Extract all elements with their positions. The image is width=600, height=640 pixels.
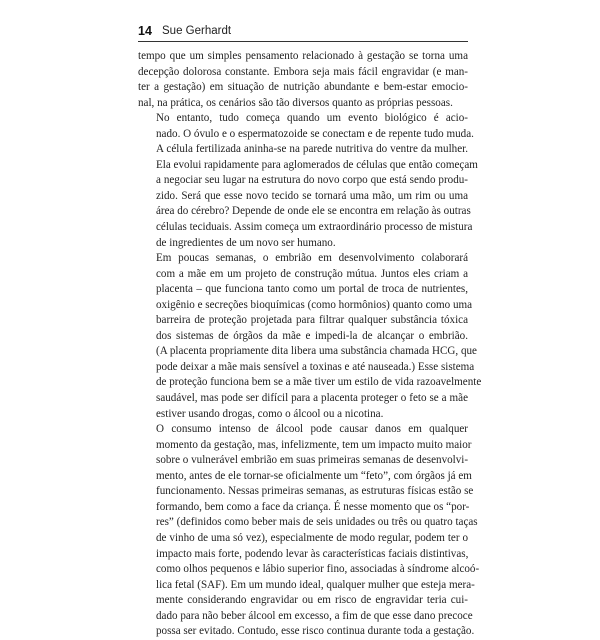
text-line: (A placenta propriamente dita libera uma substância chamada HCG, que [156, 345, 477, 358]
text-line: nado. O óvulo e o espermatozoide se conectam e de repente tudo muda. [156, 127, 474, 140]
text-line: O consumo intenso de álcool pode causar danos em qualquer [156, 423, 468, 436]
text-line: barreira de proteção projetada para filtrar qualquer substância tóxica [156, 314, 468, 327]
text-line: No entanto, tudo começa quando um evento biológico é acio- [156, 112, 468, 125]
text-line: de ingredientes de um novo ser humano. [156, 236, 336, 249]
text-line: de vinho de uma só vez), especialmente de modo regular, podem ter o [156, 531, 468, 544]
text-line: dado para não beber álcool em excesso, a fim de que esse dano precoce [156, 609, 473, 622]
text-line: A célula fertilizada aninha-se na parede nutritiva do ventre da mulher. [156, 143, 468, 156]
paragraph [138, 111, 478, 251]
text-line: decepção dolorosa constante. Embora seja mais fácil engravidar (e man- [138, 65, 468, 78]
page-number: 14 [138, 24, 152, 38]
text-line: saudável, mas pode ser difícil para a placenta proteger o feto se a mãe [156, 392, 468, 405]
text-line: formando, bem como a face da criança. É nesse momento que os “por- [156, 500, 470, 513]
text-line: placenta – que funciona tanto como um portal de troca de nutrientes, [156, 283, 468, 296]
text-line: ter a gestação) em situação de nutrição abundante e bem-estar emocio- [138, 81, 468, 94]
text-line: momento da gestação, mas, infelizmente, tem um impacto muito maior [156, 438, 472, 451]
text-line: como olhos pequenos e lábio superior fino, associadas à síndrome alcoó- [156, 563, 480, 576]
paragraph [138, 422, 480, 640]
paragraph [138, 251, 482, 422]
text-line: mente considerando engravidar ou em risco de engravidar teria cui- [156, 594, 468, 607]
header-rule [138, 41, 468, 42]
text-line: mento, antes de ele tornar-se oficialmente um “feto”, com órgãos já em [156, 469, 472, 482]
text-line: zido. Será que esse novo tecido se tornará uma mão, um rim ou uma [156, 189, 468, 202]
text-line: com a mãe em um projeto de construção mútua. Juntos eles criam a [156, 267, 468, 280]
text-line: pode deixar a mãe mais sensível a toxinas e até nauseada.) Esse sistema [156, 360, 475, 373]
text-line: Em poucas semanas, o embrião em desenvolvimento colaborará [156, 252, 468, 265]
paragraph [138, 49, 468, 111]
text-line: sobre o vulnerável embrião em suas primeiras semanas de desenvolvi- [156, 454, 469, 467]
text-line: funcionamento. Nessas primeiras semanas, as estruturas físicas estão se [156, 485, 474, 498]
text-line: dos sistemas de órgãos da mãe e impedi-la de alcançar o embrião. [156, 329, 468, 342]
text-line: área do cérebro? Depende de onde ele se encontra em relação às outras [156, 205, 471, 218]
text-line: tempo que um simples pensamento relacionado à gestação se torna uma [138, 50, 468, 62]
text-line: lica fetal (SAF). Em um mundo ideal, qualquer mulher que esteja mera- [156, 578, 475, 591]
running-header [138, 22, 468, 44]
text-line: res” (definidos como beber mais de seis unidades ou três ou quatro taças [156, 516, 478, 529]
text-line: nal, na prática, os cenários são tão diversos quanto as próprias pessoas. [138, 96, 453, 109]
text-line: possa ser evitado. Contudo, esse risco continua durante toda a gestação. [156, 625, 475, 638]
body-text [138, 49, 482, 640]
text-line: Ela evolui rapidamente para aglomerados de células que então começam [156, 158, 478, 171]
text-line: células teciduais. Assim começa um extraordinário processo de mistura [156, 221, 473, 234]
text-line: impacto mais forte, podendo levar às características faciais distintivas, [156, 547, 469, 560]
running-title: Sue Gerhardt [162, 25, 232, 37]
text-line: a negociar seu lugar na estrutura do novo corpo que está sendo produ- [156, 174, 468, 187]
text-line: de proteção funciona bem se a mãe tiver um estilo de vida razoavelmente [156, 376, 482, 389]
text-line: estiver usando drogas, como o álcool ou a nicotina. [156, 407, 384, 420]
text-line: oxigênio e secreções bioquímicas (como hormônios) quanto como uma [156, 298, 473, 311]
